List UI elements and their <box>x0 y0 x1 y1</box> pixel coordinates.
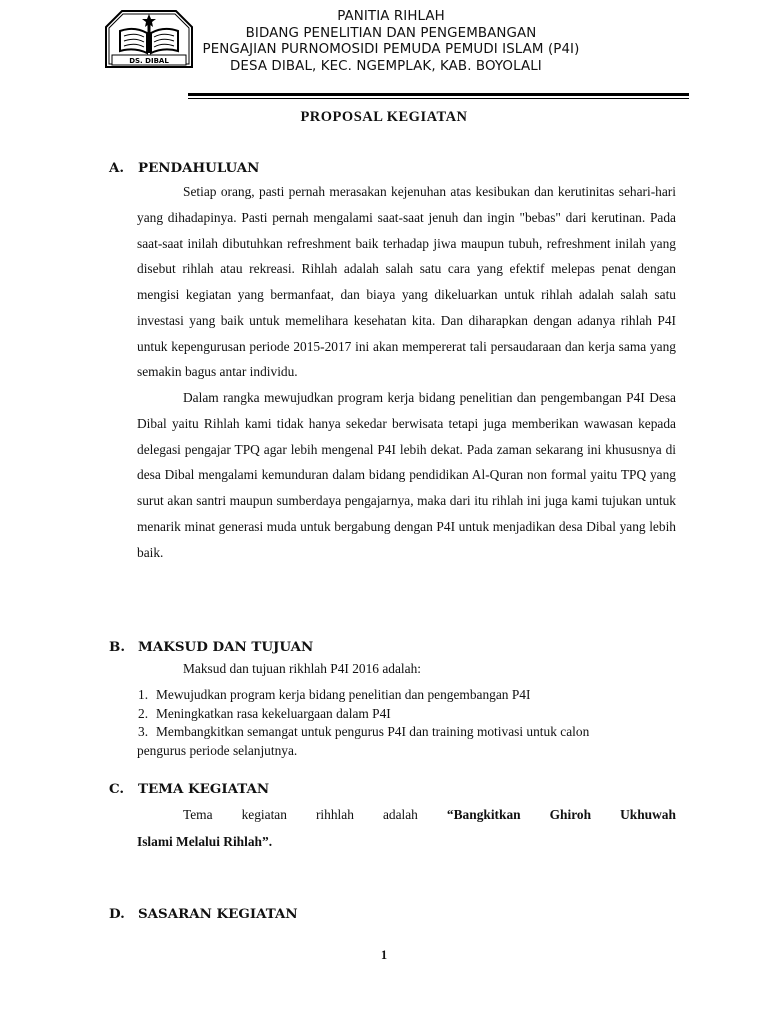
logo-label: DS. DIBAL <box>129 57 169 65</box>
letterhead-line-1: PANITIA RIHLAH <box>337 9 445 24</box>
letterhead-rule-thick <box>188 93 689 96</box>
letterhead-rule-thin <box>188 98 689 99</box>
list-item-number: 2. <box>138 705 149 721</box>
letterhead <box>186 9 596 75</box>
theme-word: Tema <box>183 807 213 822</box>
list-item-text: Membangkitkan semangat untuk pengurus P4I dan training motivasi untuk calon <box>156 724 590 739</box>
page-number: 1 <box>380 948 388 962</box>
list-item <box>137 705 676 724</box>
list-item-number: 1. <box>138 687 149 702</box>
letterhead-line-3: PENGAJIAN PURNOMOSIDI PEMUDA PEMUDI ISLAM (P4I) <box>202 42 580 57</box>
list-item-continuation: pengurus periode selanjutnya. <box>137 742 298 758</box>
section-d-heading <box>109 906 298 922</box>
section-c-body <box>137 801 676 855</box>
section-a-letter: A. <box>109 160 125 176</box>
theme-title-word: Ghiroh <box>549 807 592 822</box>
section-a-heading <box>109 160 259 176</box>
list-item-text: Meningkatkan rasa kekeluargaan dalam P4I <box>156 705 391 721</box>
section-b-intro: Maksud dan tujuan rikhlah P4I 2016 adalah: <box>183 661 422 676</box>
section-c-title: TEMA KEGIATAN <box>138 781 270 797</box>
list-item <box>137 686 676 705</box>
theme-word: kegiatan <box>241 807 287 822</box>
letterhead-line-2: BIDANG PENELITIAN DAN PENGEMBANGAN <box>245 25 537 41</box>
list-item-number: 3. <box>138 724 149 739</box>
section-b-title: MAKSUD DAN TUJUAN <box>138 639 314 655</box>
section-b-heading <box>109 639 313 655</box>
section-a-title: PENDAHULUAN <box>138 160 260 176</box>
theme-word: rihhlah <box>315 807 354 822</box>
organization-logo <box>104 9 194 71</box>
section-c-heading <box>109 781 269 797</box>
section-d-letter: D. <box>109 906 125 922</box>
list-item <box>137 723 676 760</box>
theme-title-word: Ukhuwah <box>620 807 676 822</box>
letterhead-line-4: DESA DIBAL, KEC. NGEMPLAK, KAB. BOYOLALI <box>230 58 542 74</box>
theme-title-line-2: Islami Melalui Rihlah”. <box>137 834 273 849</box>
section-b-list <box>137 686 676 760</box>
section-b-letter: B. <box>109 639 125 655</box>
section-a-paragraph-2: Dalam rangka mewujudkan program kerja bidang penelitian dan pengembangan P4I Desa Dibal yaitu Rihlah kami tidak hanya sekedar berwisata tetapi juga memberikan wawasan kepada delegasi pengajar TPQ agar lebih mengenal P4I lebih dekat. Pada zaman sekarang ini khususnya di desa Dibal mengalami kemunduran dalam bidang pendidikan Al-Quran non formal yaitu TPQ yang surut akan santri maupun sumberdaya pengajarnya, maka dari itu rihlah ini juga kami tujukan untuk menarik minat generasi muda untuk bergabung dengan P4I untuk menjadikan desa Dibal yang lebih baik. <box>137 390 676 560</box>
section-a-paragraph-1: Setiap orang, pasti pernah merasakan kejenuhan atas kesibukan dan kerutinitas sehari-hari yang dihadapinya. Pasti pernah mengalami saat-saat jenuh dan ingin "bebas" dari kerutinan. Pada saat-saat inilah dibutuhkan refreshment baik terhadap jiwa maupun tubuh, refreshment inilah yang disebut rihlah atau rekreasi. Rihlah adalah salah satu cara yang efektif melepas penat dengan mengisi kegiatan yang bermanfaat, dan biaya yang dikeluarkan untuk rihlah adalah salah satu investasi yang baik untuk memelihara kesehatan kita. Dan diharapkan dengan adanya rihlah P4I untuk kepengurusan periode 2015-2017 ini akan mempererat tali persaudaraan dan kerja sama yang semakin bagus antar individu. <box>137 184 676 380</box>
document-title: PROPOSAL KEGIATAN <box>300 109 468 125</box>
section-c-letter: C. <box>109 781 125 797</box>
list-item-text: Mewujudkan program kerja bidang penelitian dan pengembangan P4I <box>156 687 531 702</box>
theme-title-word: “Bangkitkan <box>446 807 521 822</box>
section-d-title: SASARAN KEGIATAN <box>138 906 298 922</box>
section-a-body <box>137 179 676 565</box>
theme-word: adalah <box>382 807 418 822</box>
